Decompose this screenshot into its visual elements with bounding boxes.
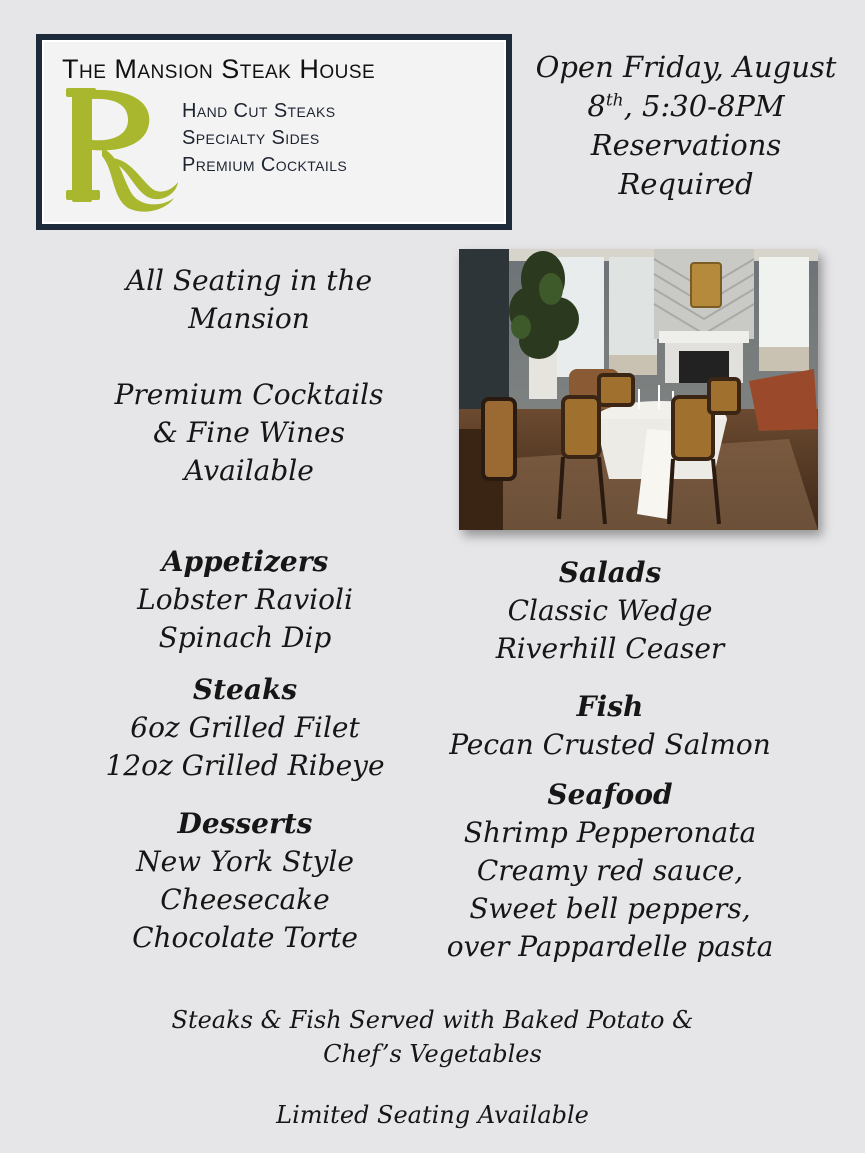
hours-line-2 bbox=[520, 87, 852, 126]
menu-item: Lobster Ravioli bbox=[137, 583, 353, 616]
salads-section bbox=[430, 554, 790, 668]
menu-left-column bbox=[90, 543, 400, 957]
section-title-desserts: Desserts bbox=[177, 807, 313, 840]
hours-day: 8 bbox=[587, 89, 606, 123]
seafood-section bbox=[430, 776, 790, 966]
monogram-r-logo bbox=[62, 86, 190, 216]
dining-room-illustration bbox=[459, 249, 818, 530]
restaurant-name: The Mansion Steak House bbox=[62, 54, 376, 84]
event-hours bbox=[520, 48, 852, 204]
footer-line-1: Steaks & Fish Served with Baked Potato & bbox=[171, 1006, 694, 1034]
tagline-hand-cut-steaks: Hand Cut Steaks bbox=[182, 100, 336, 122]
footer-sides-note bbox=[40, 1003, 825, 1071]
logo-taglines bbox=[182, 98, 347, 179]
menu-item: Shrimp Pepperonata bbox=[463, 816, 757, 849]
menu-item: Pecan Crusted Salmon bbox=[449, 728, 771, 761]
fish-section bbox=[430, 688, 790, 764]
steaks-section bbox=[90, 671, 400, 785]
menu-item: Spinach Dip bbox=[158, 621, 332, 654]
menu-item: Chocolate Torte bbox=[132, 921, 358, 954]
hours-day-suffix: th bbox=[605, 90, 624, 111]
hours-line-4: Required bbox=[618, 167, 754, 201]
footer-limited-seating bbox=[40, 1098, 825, 1132]
tagline-specialty-sides: Specialty Sides bbox=[182, 127, 320, 149]
menu-item: Riverhill Ceaser bbox=[495, 632, 725, 665]
section-title-fish: Fish bbox=[576, 690, 644, 723]
footer-line-2: Chef’s Vegetables bbox=[323, 1040, 542, 1068]
section-title-seafood: Seafood bbox=[547, 778, 673, 811]
seating-line-2: Mansion bbox=[188, 302, 310, 335]
seating-info bbox=[90, 262, 408, 490]
hours-line-1: Open Friday, August bbox=[535, 50, 837, 84]
seating-line-4: & Fine Wines bbox=[153, 416, 345, 449]
menu-item: Creamy red sauce, bbox=[476, 854, 744, 887]
footer-line-3: Limited Seating Available bbox=[276, 1101, 589, 1129]
section-title-steaks: Steaks bbox=[192, 673, 298, 706]
menu-right-column bbox=[430, 554, 790, 966]
appetizers-section bbox=[90, 543, 400, 657]
section-title-salads: Salads bbox=[558, 556, 662, 589]
seating-line-1: All Seating in the bbox=[125, 264, 373, 297]
menu-item: over Pappardelle pasta bbox=[446, 930, 774, 963]
seating-line-5: Available bbox=[184, 454, 314, 487]
menu-item: 6oz Grilled Filet bbox=[130, 711, 360, 744]
hours-line-3: Reservations bbox=[590, 128, 782, 162]
dining-room-photo bbox=[459, 249, 818, 530]
section-title-appetizers: Appetizers bbox=[161, 545, 329, 578]
logo-frame bbox=[36, 34, 512, 230]
logo-panel bbox=[42, 40, 506, 224]
desserts-section bbox=[90, 805, 400, 957]
menu-item: New York Style bbox=[136, 845, 354, 878]
menu-item: Classic Wedge bbox=[507, 594, 713, 627]
menu-item: Cheesecake bbox=[160, 883, 330, 916]
seating-line-3: Premium Cocktails bbox=[114, 378, 384, 411]
menu-item: Sweet bell peppers, bbox=[469, 892, 751, 925]
tagline-premium-cocktails: Premium Cocktails bbox=[182, 154, 348, 176]
menu-item: 12oz Grilled Ribeye bbox=[105, 749, 385, 782]
hours-time: , 5:30-8PM bbox=[623, 89, 785, 123]
